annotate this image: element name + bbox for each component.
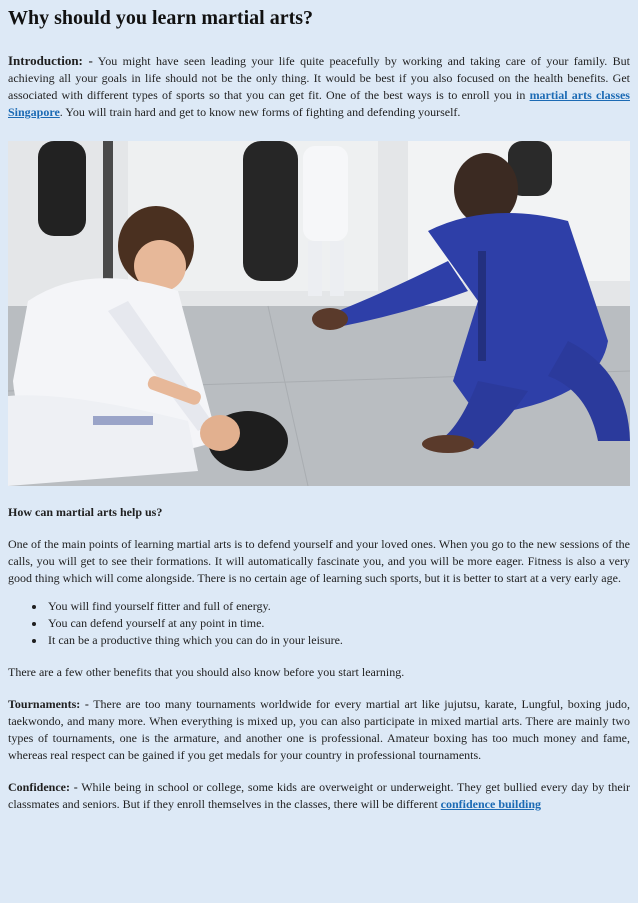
page-title: Why should you learn martial arts? xyxy=(8,7,314,29)
benefits-intro: There are a few other benefits that you should also know before you start learning. xyxy=(8,665,405,679)
confidence-text: While being in school or college, some kids are overweight or underweight. They get bullied every day by their classmates and seniors. But if they enroll themselves in the classes, there will be different xyxy=(8,780,630,811)
tournaments-text: There are too many tournaments worldwide for every martial art like jujutsu, karate, Lungful, boxing judo, taekwondo, and many more. When everything is mixed up, you can also participate in mixed martial arts. There are mainly two types of tournaments, one is the armature, and another one is professional. Amateur boxing has too much money and fame, whereas real respect can be gained if you get medals for your country in professional tournaments. xyxy=(8,697,630,762)
list-item: • You will find yourself fitter and full of energy. xyxy=(46,598,630,615)
martial-arts-training-photo xyxy=(8,141,630,486)
intro-label: Introduction: - xyxy=(8,53,93,68)
tournaments-paragraph xyxy=(8,696,630,764)
intro-paragraph xyxy=(8,52,630,121)
section-paragraph: One of the main points of learning martial arts is to defend yourself and your loved ones. When you go to the new sessions of the calls, you will get to see their formations. It will automatically fascinate you, and you will be more eager. Fitness is also a very good thing which will come alongside. There is no certain age of learning such sports, but it is better to start at a very early age. xyxy=(8,537,630,585)
martial-arts-classes-link[interactable]: martial arts classes Singapore xyxy=(8,88,630,119)
list-item: • It can be a productive thing which you can do in your leisure. xyxy=(46,632,630,649)
intro-text-before: You might have seen leading your life quite peacefully by working and taking care of your family. But achieving all your goals in life should not be the only thing. It would be best if you also focused on the health benefits. Get associated with different types of sports so that you can get fit. One of the best ways is to enroll you in xyxy=(8,54,630,102)
confidence-paragraph xyxy=(8,779,630,813)
intro-text-after: . You will train hard and get to know new forms of fighting and defending yourself. xyxy=(59,105,461,119)
benefits-list xyxy=(8,598,630,649)
tournaments-label: Tournaments: - xyxy=(8,697,89,711)
list-item: • You can defend yourself at any point in time. xyxy=(46,615,630,632)
confidence-label: Confidence: - xyxy=(8,780,78,794)
section-heading: How can martial arts help us? xyxy=(8,505,163,519)
confidence-building-link[interactable]: confidence building xyxy=(440,797,542,811)
